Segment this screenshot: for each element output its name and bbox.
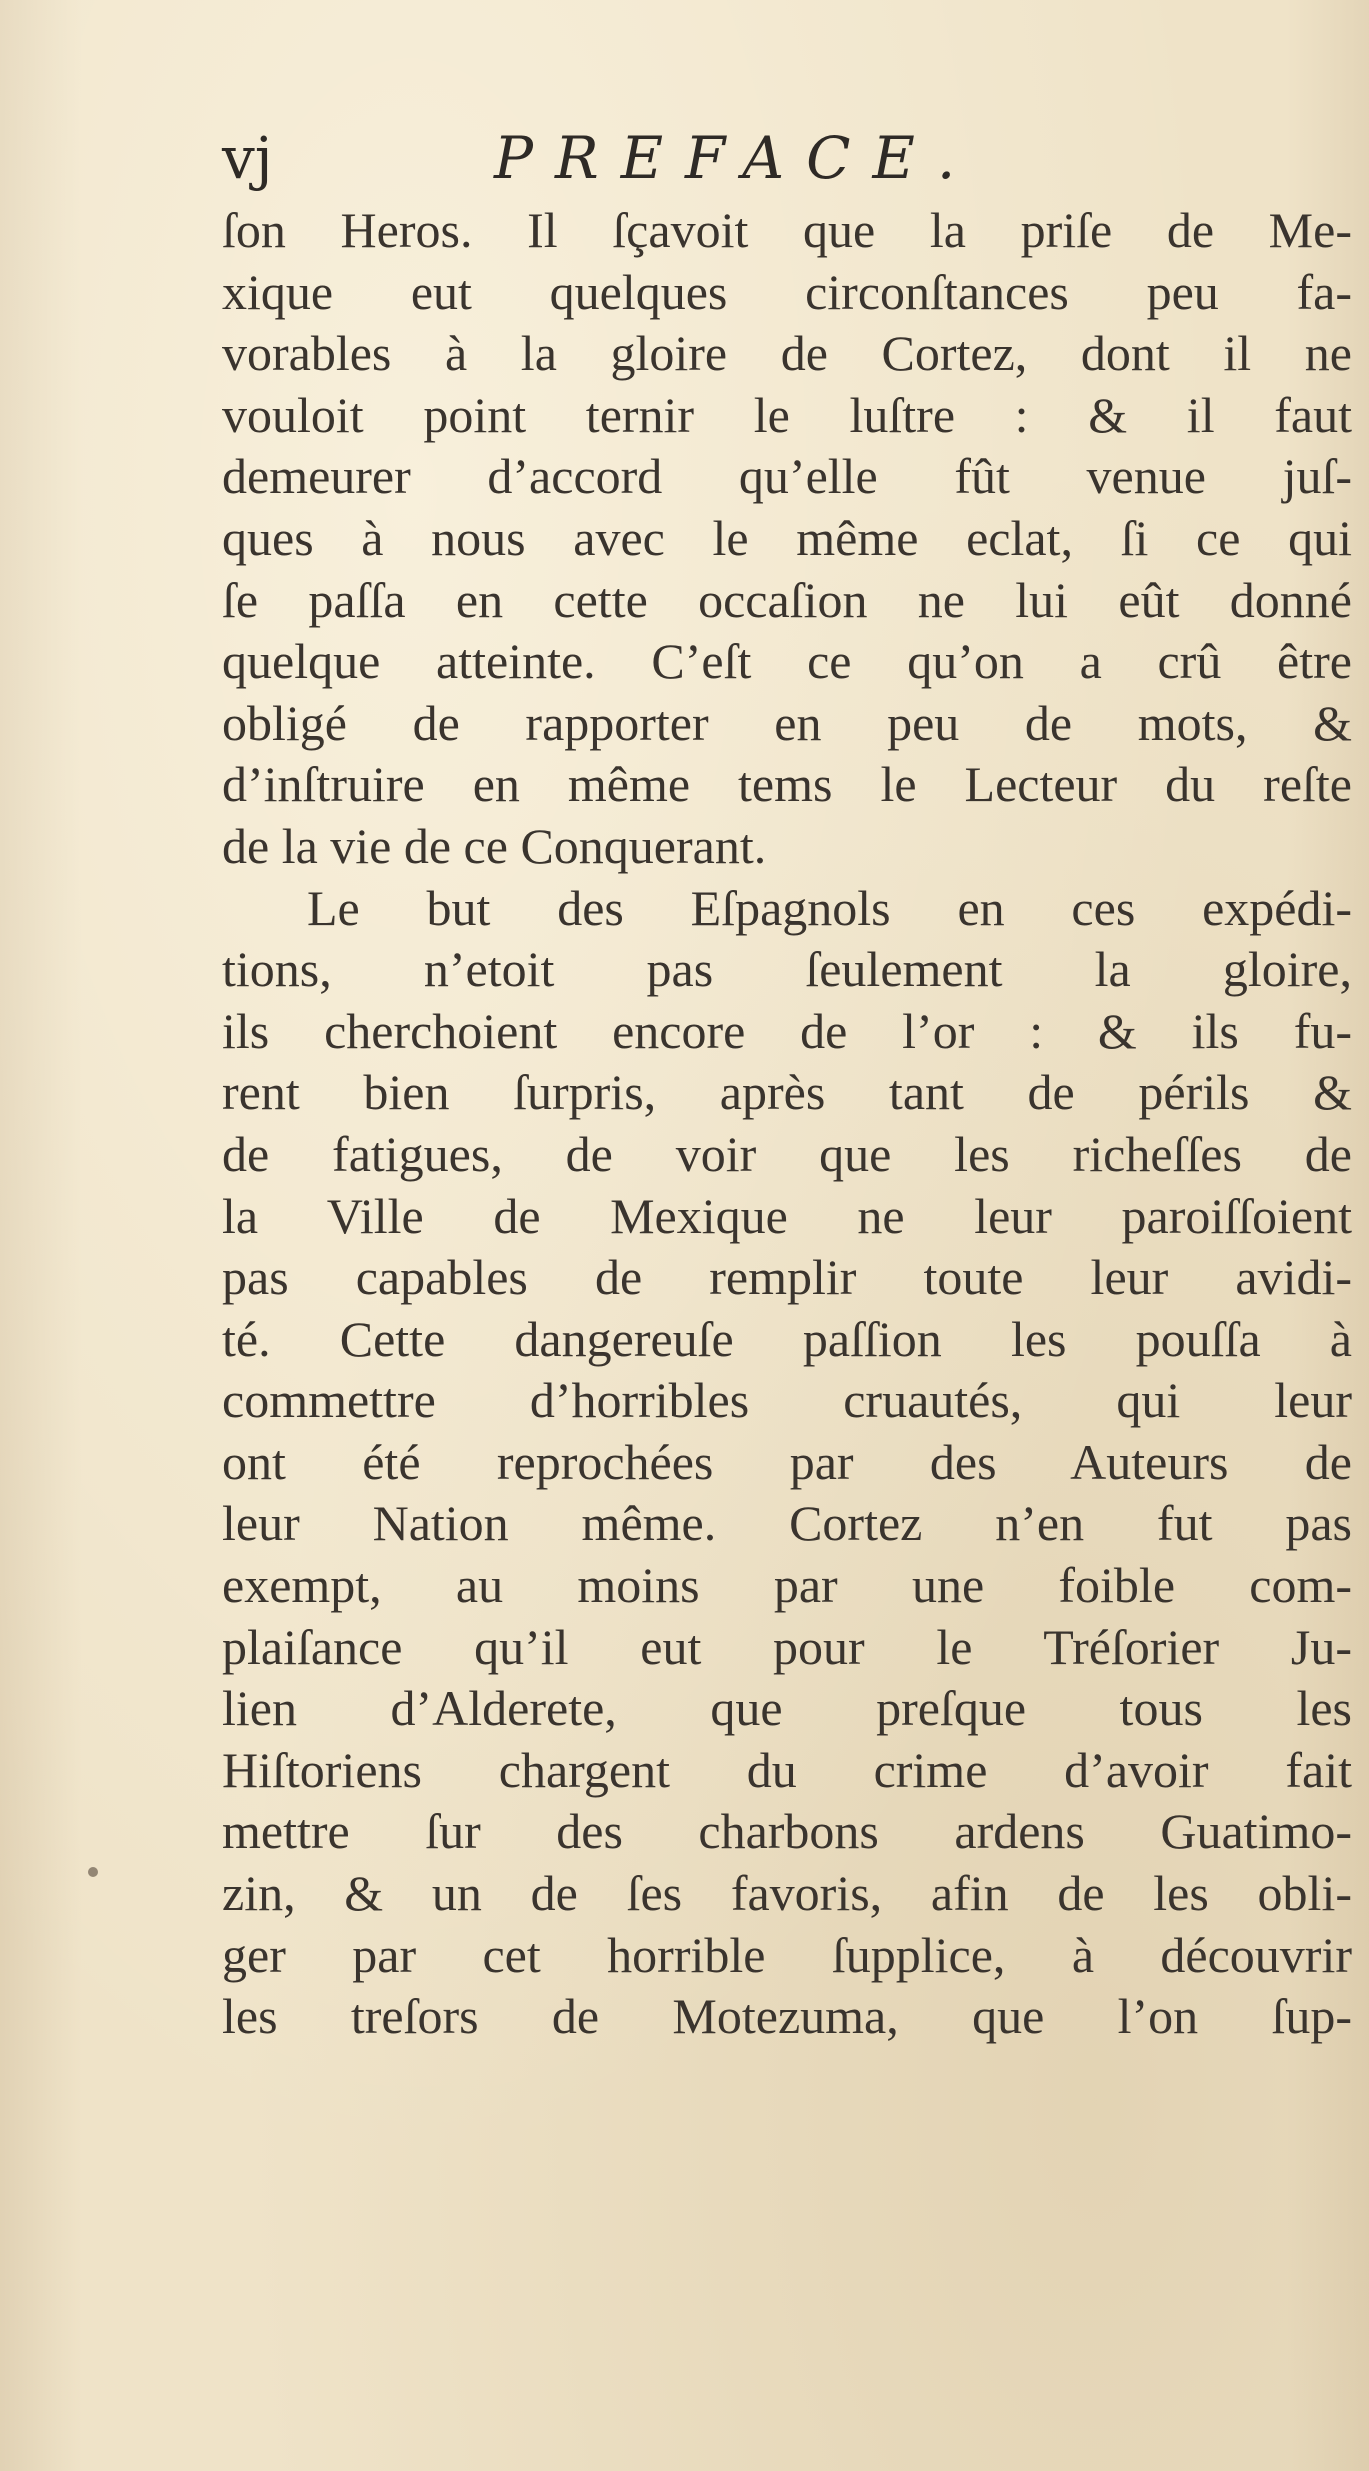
text-line: rent bien ſurpris, après tant de périls & bbox=[222, 1064, 1352, 1121]
text-line: ger par cet horrible ſupplice, à découvrir bbox=[222, 1926, 1352, 1983]
text-line: pas capables de remplir toute leur avidi- bbox=[222, 1249, 1352, 1306]
text-line: té. Cette dangereuſe paſſion les pouſſa à bbox=[222, 1310, 1352, 1367]
text-line: d’inſtruire en même tems le Lecteur du reſte bbox=[222, 756, 1352, 813]
text-line: exempt, au moins par une foible com- bbox=[222, 1557, 1352, 1614]
text-line: xique eut quelques circonſtances peu fa- bbox=[222, 263, 1352, 320]
text-line: zin, & un de ſes favoris, afin de les obli- bbox=[222, 1865, 1352, 1922]
text-line: les treſors de Motezuma, que l’on ſup- bbox=[222, 1988, 1352, 2045]
ink-spot bbox=[88, 1867, 98, 1877]
text-line: vorables à la gloire de Cortez, dont il ne bbox=[222, 325, 1352, 382]
text-line: ont été reprochées par des Auteurs de bbox=[222, 1433, 1352, 1490]
text-line: commettre d’horribles cruautés, qui leur bbox=[222, 1372, 1352, 1429]
text-line: lien d’Alderete, que preſque tous les bbox=[222, 1680, 1352, 1737]
text-line: mettre ſur des charbons ardens Guatimo- bbox=[222, 1803, 1352, 1860]
text-line: obligé de rapporter en peu de mots, & bbox=[222, 694, 1352, 751]
text-line: la Ville de Mexique ne leur paroiſſoient bbox=[222, 1187, 1352, 1244]
text-line: ſon Heros. Il ſçavoit que la priſe de Me- bbox=[222, 202, 1352, 258]
text-line: Hiſtoriens chargent du crime d’avoir fait bbox=[222, 1741, 1352, 1798]
text-line: leur Nation même. Cortez n’en fut pas bbox=[222, 1495, 1352, 1552]
text-line: ſe paſſa en cette occaſion ne lui eût donné bbox=[222, 571, 1352, 628]
running-title: PREFACE. bbox=[494, 124, 978, 192]
text-line: quelque atteinte. C’eſt ce qu’on a crû être bbox=[222, 633, 1352, 690]
text-line: vouloit point ternir le luſtre : & il faut bbox=[222, 386, 1352, 443]
page-header bbox=[222, 118, 1352, 198]
text-line: tions, n’etoit pas ſeulement la gloire, bbox=[222, 941, 1352, 998]
page-number: vj bbox=[222, 124, 273, 192]
text-line: Le but des Eſpagnols en ces expédi- bbox=[307, 879, 1352, 936]
text-line: de fatigues, de voir que les richeſſes de bbox=[222, 1125, 1352, 1182]
text-line: demeurer d’accord qu’elle fût venue juſ- bbox=[222, 448, 1352, 505]
body-text bbox=[222, 200, 1352, 2048]
text-line: plaiſance qu’il eut pour le Tréſorier Ju- bbox=[222, 1618, 1352, 1675]
text-line: ils cherchoient encore de l’or : & ils fu- bbox=[222, 1002, 1352, 1059]
text-line: de la vie de ce Conquerant. bbox=[222, 817, 767, 874]
text-line: ques à nous avec le même eclat, ſi ce qui bbox=[222, 509, 1352, 566]
